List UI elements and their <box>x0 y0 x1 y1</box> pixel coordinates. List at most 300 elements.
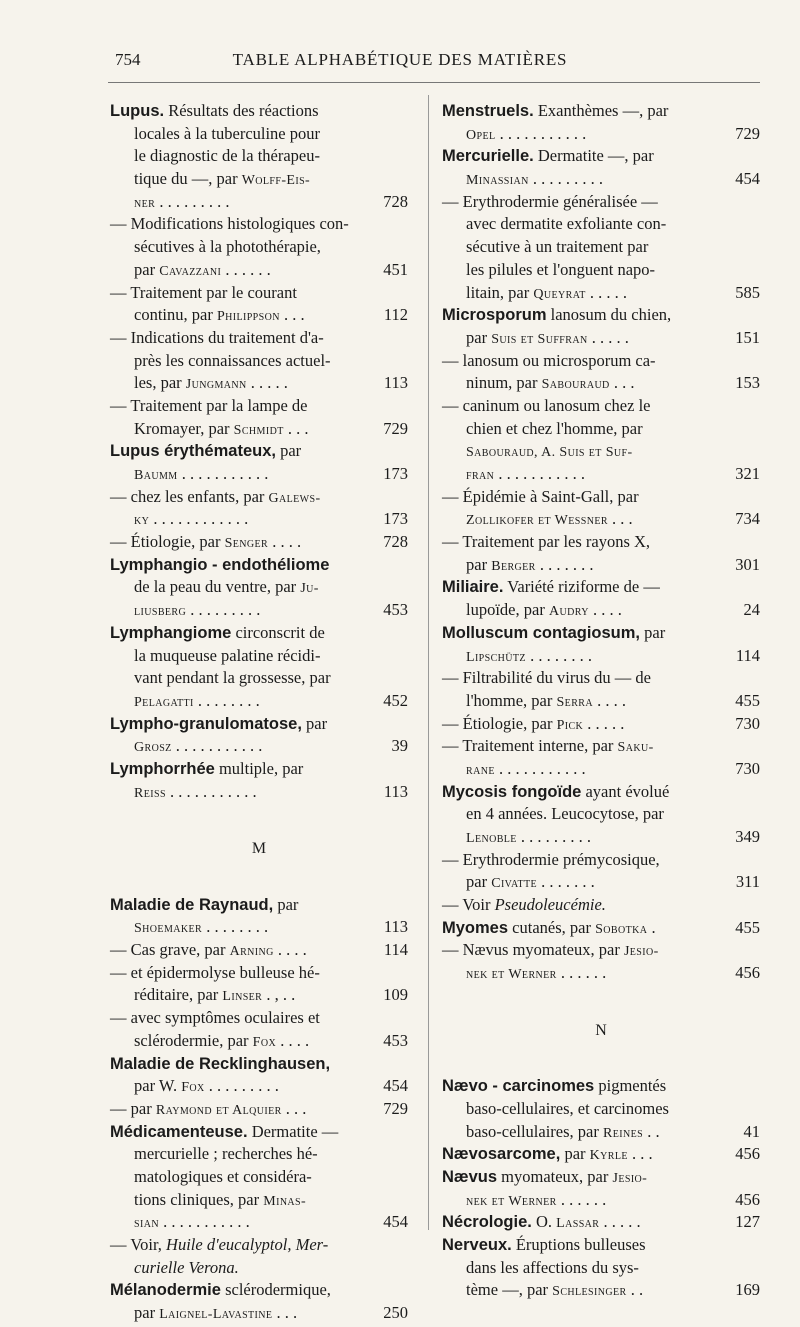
leader-dots: . . <box>626 1280 644 1300</box>
index-headword: Lymphorrhée <box>110 759 215 778</box>
index-line <box>442 463 760 486</box>
index-line <box>442 894 760 917</box>
index-line <box>442 1279 760 1302</box>
leader-dots: . . . . . . . . . . . <box>171 736 263 756</box>
author-name: Lipschütz <box>466 649 526 665</box>
index-text: sclérodermie, par <box>134 1030 253 1050</box>
index-text: — Erythrodermie généralisée — <box>442 191 658 211</box>
left-column <box>110 100 408 1325</box>
author-name: rane <box>466 762 495 778</box>
index-line <box>442 622 760 645</box>
index-line <box>110 304 408 327</box>
author-name: Arning <box>229 944 274 960</box>
index-line <box>110 1211 408 1234</box>
page-reference: 456 <box>735 1189 760 1209</box>
leader-dots: . . . . <box>592 690 626 710</box>
index-line <box>442 667 760 690</box>
index-text: — Traitement interne, par <box>442 736 618 756</box>
section-letter: N <box>595 1021 607 1039</box>
index-text: près les connaissances actuel- <box>134 350 331 370</box>
leader-dots: . . . . . . . . <box>193 690 260 710</box>
index-line <box>442 531 760 554</box>
index-line <box>442 576 760 599</box>
author-name: Suis et Suffran <box>491 331 588 347</box>
index-text: par W. <box>134 1076 182 1096</box>
index-text: — par <box>110 1098 156 1118</box>
leader-dots: . . . . <box>268 532 302 552</box>
leader-dots: . . <box>643 1121 660 1141</box>
index-line <box>110 1030 408 1053</box>
index-line <box>110 1279 408 1302</box>
index-text: pigmentés <box>594 1076 667 1096</box>
index-line <box>110 1166 408 1189</box>
page-reference: 113 <box>383 917 408 937</box>
index-text: — chez les enfants, par <box>110 486 269 506</box>
page-reference: 41 <box>743 1121 760 1141</box>
author-name: fran <box>466 468 495 483</box>
leader-dots: . . . <box>609 373 635 393</box>
index-text: — Épidémie à Saint-Gall, par <box>442 486 639 506</box>
index-line <box>442 1121 760 1144</box>
index-text: matologiques et considéra- <box>134 1166 312 1186</box>
index-line <box>442 486 760 509</box>
leader-dots: . . . . . <box>587 327 629 347</box>
index-text: — Traitement par les rayons X, <box>442 532 651 552</box>
section-spacer <box>110 803 408 826</box>
index-text: par <box>466 327 492 347</box>
author-name: Pick <box>556 717 584 733</box>
author-name: Jesio- <box>612 1170 648 1186</box>
page-reference: 456 <box>735 1144 760 1164</box>
author-name: nek et Werner <box>466 1193 557 1209</box>
page-reference: 151 <box>735 327 760 347</box>
page-reference: 729 <box>383 418 408 438</box>
leader-dots: . . . . . . <box>556 963 607 983</box>
index-text: — Voir, <box>110 1235 167 1254</box>
index-text: — et épidermolyse bulleuse hé- <box>110 962 320 982</box>
author-name: Serra <box>556 694 593 710</box>
index-text: tème —, par <box>466 1280 553 1300</box>
index-line <box>110 123 408 146</box>
index-line <box>110 554 408 577</box>
index-line <box>442 1143 760 1166</box>
leader-dots: . . . . . <box>246 373 288 393</box>
index-line <box>110 645 408 668</box>
index-line <box>110 622 408 645</box>
leader-dots: . . . . . . . . . <box>186 600 261 620</box>
index-text: Kromayer, par <box>134 418 234 438</box>
author-name: Sabouraud <box>541 377 610 393</box>
index-text: — Traitement par le courant <box>110 282 297 302</box>
author-name: Lassar <box>556 1216 600 1232</box>
page-reference: 455 <box>735 917 760 937</box>
index-line <box>442 508 760 531</box>
index-text: mercurielle ; recherches hé- <box>134 1144 318 1164</box>
index-line <box>442 939 760 962</box>
author-name: Schlesinger <box>552 1284 627 1300</box>
index-text: la muqueuse palatine récidi- <box>134 645 321 665</box>
index-line <box>110 1143 408 1166</box>
index-text: lupoïde, par <box>466 600 549 620</box>
index-line <box>110 418 408 441</box>
index-line <box>442 168 760 191</box>
author-name: Jesio- <box>623 944 659 960</box>
index-text: vant pendant la grossesse, par <box>134 668 331 688</box>
author-name: Jungmann <box>185 377 247 393</box>
leader-dots: . . . . <box>588 600 622 620</box>
index-line <box>110 1053 408 1076</box>
index-line <box>442 191 760 214</box>
index-line <box>442 1098 760 1121</box>
page-reference: 455 <box>735 690 760 710</box>
page-reference: 24 <box>743 600 760 620</box>
page-reference: 153 <box>735 373 760 393</box>
index-headword: Mycosis fongoïde <box>442 782 582 801</box>
page-reference: 109 <box>383 985 408 1005</box>
index-line <box>110 100 408 123</box>
author-name: Berger <box>491 558 536 574</box>
index-text: multiple, par <box>214 758 304 778</box>
leader-dots: . . . . . . . . . . . <box>165 781 257 801</box>
page-reference: 729 <box>735 123 760 143</box>
index-text: dans les affections du sys- <box>466 1257 639 1277</box>
index-text: — Filtrabilité du virus du — de <box>442 668 651 688</box>
index-line <box>110 236 408 259</box>
author-name: sian <box>134 1216 159 1232</box>
index-headword: Mercurielle. <box>442 147 534 166</box>
page-reference: 730 <box>735 758 760 778</box>
index-line <box>442 1234 760 1257</box>
index-text: — Cas grave, par <box>110 940 230 960</box>
page-reference: 730 <box>735 713 760 733</box>
index-line <box>110 984 408 1007</box>
index-line <box>110 327 408 350</box>
index-text: — lanosum ou microsporum ca- <box>442 350 656 370</box>
index-text: baso-cellulaires, par <box>466 1121 603 1141</box>
leader-dots: . . . . . . . . . . . <box>494 464 586 483</box>
index-text: par <box>301 713 328 733</box>
author-name: Ju- <box>300 581 319 597</box>
index-text: ayant évolué <box>581 781 670 801</box>
index-text: de la peau du ventre, par <box>134 577 301 597</box>
index-text: Résultats des réactions <box>164 101 319 120</box>
index-line <box>442 554 760 577</box>
index-line <box>442 758 760 781</box>
index-text: par <box>134 259 160 279</box>
author-name: Pelagatti <box>134 694 194 710</box>
index-text: par <box>466 872 492 892</box>
index-text: ninum, par <box>466 373 542 393</box>
page-reference: 250 <box>383 1303 408 1323</box>
leader-dots: . . . . . . . . . . . . <box>149 509 249 529</box>
author-name: ky <box>134 513 150 529</box>
page-reference: 451 <box>383 259 408 279</box>
author-name: Reiss <box>134 785 166 801</box>
index-line <box>110 939 408 962</box>
index-headword: Maladie de Recklinghausen, <box>110 1054 331 1073</box>
page-reference: 311 <box>735 872 760 892</box>
index-line <box>442 282 760 305</box>
index-line <box>442 327 760 350</box>
index-line <box>110 145 408 168</box>
page-reference: 127 <box>735 1212 760 1232</box>
index-line <box>442 372 760 395</box>
author-name: nek et Werner <box>466 967 557 983</box>
header-rule <box>108 82 760 83</box>
page-reference: 728 <box>383 191 408 211</box>
author-name: Sabouraud, A. Suis et Suf- <box>466 445 633 461</box>
index-line <box>442 803 760 826</box>
index-line <box>110 282 408 305</box>
leader-dots: . . . <box>279 305 305 325</box>
leader-dots: . . . . . <box>583 713 625 733</box>
index-text: O. <box>531 1212 557 1232</box>
author-name: Shoemaker <box>134 921 203 937</box>
author-name: liusberg <box>134 604 187 620</box>
leader-dots: . <box>647 917 656 937</box>
index-headword: Lupus érythémateux, <box>110 442 276 461</box>
index-text: — Indications du traitement d'a- <box>110 327 324 347</box>
index-text: — Traitement par la lampe de <box>110 395 308 415</box>
index-line <box>110 486 408 509</box>
index-line <box>110 667 408 690</box>
index-line <box>110 508 408 531</box>
index-headword: Nævo - carcinomes <box>442 1077 595 1096</box>
index-line <box>110 531 408 554</box>
index-text: par <box>560 1144 590 1164</box>
leader-dots: . . . . . . . . . <box>516 827 592 846</box>
index-line <box>442 1189 760 1212</box>
page-reference: 454 <box>735 169 760 189</box>
leader-dots: . . . . . . <box>556 1189 607 1209</box>
index-text: avec dermatite exfoliante con- <box>466 214 667 234</box>
index-line <box>442 917 760 940</box>
index-text: sécutive à un traitement par <box>466 237 649 257</box>
cross-reference: Pseudoleucémie. <box>494 895 606 915</box>
index-headword: Nécrologie. <box>442 1213 532 1232</box>
section-spacer <box>442 1053 760 1076</box>
page-number: 754 <box>115 50 141 69</box>
leader-dots: . . . . <box>273 940 307 960</box>
leader-dots: . . . . . . . . . <box>528 169 603 189</box>
index-headword: Nævus <box>442 1167 498 1186</box>
index-headword: Maladie de Raynaud, <box>110 895 274 914</box>
leader-dots: . . . . . . . . . <box>155 191 230 211</box>
section-spacer <box>442 985 760 1008</box>
index-line <box>442 440 760 463</box>
author-name: Laignel-Lavastine <box>159 1307 273 1323</box>
leader-dots: . . . . . . . . <box>202 917 269 937</box>
index-headword: Lympho-granulomatose, <box>110 714 302 733</box>
index-line <box>110 1007 408 1030</box>
index-text: — Étiologie, par <box>442 713 557 733</box>
index-text: par <box>275 441 302 461</box>
index-line <box>442 690 760 713</box>
page-reference: 728 <box>383 532 408 552</box>
index-headword: Lymphangiome <box>110 623 232 642</box>
index-headword: Mélanodermie <box>110 1281 221 1300</box>
cross-reference: curielle Verona. <box>134 1257 239 1277</box>
author-name: Linser <box>222 989 263 1005</box>
page-reference: 349 <box>735 827 760 846</box>
index-line <box>110 1098 408 1121</box>
leader-dots: . . . . . . . . . . . <box>494 758 586 778</box>
index-line <box>442 871 760 894</box>
page-reference: 301 <box>735 554 760 574</box>
author-name: Sobotka <box>595 921 648 937</box>
author-name: Civatte <box>491 876 538 892</box>
index-text: sclérodermique, <box>220 1280 331 1300</box>
index-headword: Menstruels. <box>442 102 534 120</box>
page-reference: 113 <box>383 781 408 801</box>
page-reference: 39 <box>391 736 408 756</box>
index-text: litain, par <box>466 282 534 302</box>
index-line <box>442 735 760 758</box>
leader-dots: . . . . <box>276 1030 310 1050</box>
index-line <box>442 713 760 736</box>
leader-dots: . . . . . . . . . . . <box>158 1212 250 1232</box>
index-line <box>442 599 760 622</box>
author-name: Audry <box>548 604 589 620</box>
index-line <box>442 781 760 804</box>
index-line <box>110 599 408 622</box>
page-reference: 453 <box>383 1030 408 1050</box>
index-text: en 4 années. Leucocytose, par <box>466 804 664 824</box>
index-line <box>110 259 408 282</box>
index-headword: Molluscum contagiosum, <box>442 623 641 642</box>
index-headword: Nerveux. <box>442 1236 512 1254</box>
index-text: tique du —, par <box>134 169 242 189</box>
index-line <box>442 395 760 418</box>
page-reference: 113 <box>383 373 408 393</box>
index-line <box>110 168 408 191</box>
page-reference: 173 <box>383 464 408 483</box>
index-headword: Miliaire. <box>442 578 504 597</box>
leader-dots: . , . . <box>262 985 296 1005</box>
page-reference: 454 <box>383 1076 408 1096</box>
index-text: les pilules et l'onguent napo- <box>466 259 656 279</box>
index-headword: Lupus. <box>110 102 165 120</box>
index-text: sécutives à la photothérapie, <box>134 237 321 257</box>
index-line <box>442 849 760 872</box>
index-line <box>442 826 760 849</box>
leader-dots: . . . . . . . . . . . <box>177 464 269 483</box>
index-headword: Myomes <box>442 918 509 937</box>
index-text: baso-cellulaires, et carcinomes <box>466 1098 669 1118</box>
author-name: Senger <box>224 536 269 552</box>
index-line <box>442 100 760 123</box>
index-line <box>442 259 760 282</box>
index-line <box>110 713 408 736</box>
index-line <box>442 645 760 668</box>
author-name: Zollikofer et Wessner <box>466 513 608 529</box>
leader-dots: . . . <box>272 1303 298 1323</box>
author-name: Kyrle <box>589 1148 628 1164</box>
index-text: par <box>640 622 666 642</box>
index-line <box>110 781 408 804</box>
leader-dots: . . . . . . . . . <box>204 1076 279 1096</box>
author-name: Queyrat <box>533 286 586 302</box>
page-reference: 456 <box>735 963 760 983</box>
index-line <box>442 350 760 373</box>
author-name: Cavazzani <box>159 263 222 279</box>
index-line <box>110 1257 408 1280</box>
index-text: — avec symptômes oculaires et <box>110 1008 320 1028</box>
index-text: Dermatite — <box>247 1121 339 1141</box>
page-reference: 585 <box>735 282 760 302</box>
index-line <box>110 735 408 758</box>
index-text: continu, par <box>134 305 217 325</box>
index-line <box>442 1257 760 1280</box>
index-line <box>110 1075 408 1098</box>
index-line <box>110 213 408 236</box>
author-name: Galews- <box>268 490 321 506</box>
author-name: Saku- <box>617 740 654 756</box>
author-name: Minassian <box>466 173 529 189</box>
index-line <box>110 440 408 463</box>
author-name: Lenoble <box>466 831 517 846</box>
index-text: locales à la tuberculine pour <box>134 123 321 143</box>
index-text: Éruptions bulleuses <box>511 1235 646 1254</box>
index-text: par <box>466 554 492 574</box>
index-text: — Erythrodermie prémycosique, <box>442 849 660 869</box>
index-line <box>110 576 408 599</box>
index-text: — Nævus myomateux, par <box>442 940 624 960</box>
leader-dots: . . . . . . . <box>537 872 595 892</box>
index-line <box>110 758 408 781</box>
column-divider <box>428 95 429 1230</box>
index-text: — Voir <box>442 895 495 915</box>
index-text: Variété riziforme de — <box>503 577 660 597</box>
index-line <box>110 1234 408 1257</box>
author-name: Wolff-Eis- <box>241 173 311 189</box>
author-name: Grosz <box>134 740 172 756</box>
index-headword: Lymphangio - endothéliome <box>110 555 330 574</box>
index-text: chien et chez l'homme, par <box>466 418 643 438</box>
section-letter: M <box>251 840 267 857</box>
index-line <box>442 123 760 146</box>
leader-dots: . . . <box>283 418 309 438</box>
author-name: Raymond et Alquier <box>155 1102 282 1118</box>
index-text: — caninum ou lanosum chez le <box>442 395 651 415</box>
index-text: par <box>273 894 299 914</box>
index-line <box>110 1302 408 1325</box>
index-line <box>110 894 408 917</box>
index-line <box>110 1189 408 1212</box>
leader-dots: . . . <box>281 1098 307 1118</box>
index-line <box>442 1211 760 1234</box>
page-reference: 454 <box>383 1212 408 1232</box>
index-text: myomateux, par <box>497 1166 613 1186</box>
index-text: lanosum du chien, <box>546 305 672 325</box>
index-headword: Microsporum <box>442 306 547 325</box>
index-line <box>442 304 760 327</box>
page-reference: 453 <box>383 600 408 620</box>
index-text: le diagnostic de la thérapeu- <box>134 146 321 166</box>
page-reference: 734 <box>735 509 760 529</box>
index-text: — Modifications histologiques con- <box>110 214 349 234</box>
index-text: Exanthèmes —, par <box>533 101 669 120</box>
leader-dots: . . . . . . . . <box>525 645 592 665</box>
author-name: Fox <box>252 1034 277 1050</box>
index-line <box>442 1075 760 1098</box>
page-reference: 169 <box>735 1280 760 1300</box>
leader-dots: . . . <box>627 1144 653 1164</box>
index-headword: Médicamenteuse. <box>110 1122 248 1141</box>
page-reference: 452 <box>383 690 408 710</box>
index-line <box>442 145 760 168</box>
leader-dots: . . . . . <box>599 1212 641 1232</box>
